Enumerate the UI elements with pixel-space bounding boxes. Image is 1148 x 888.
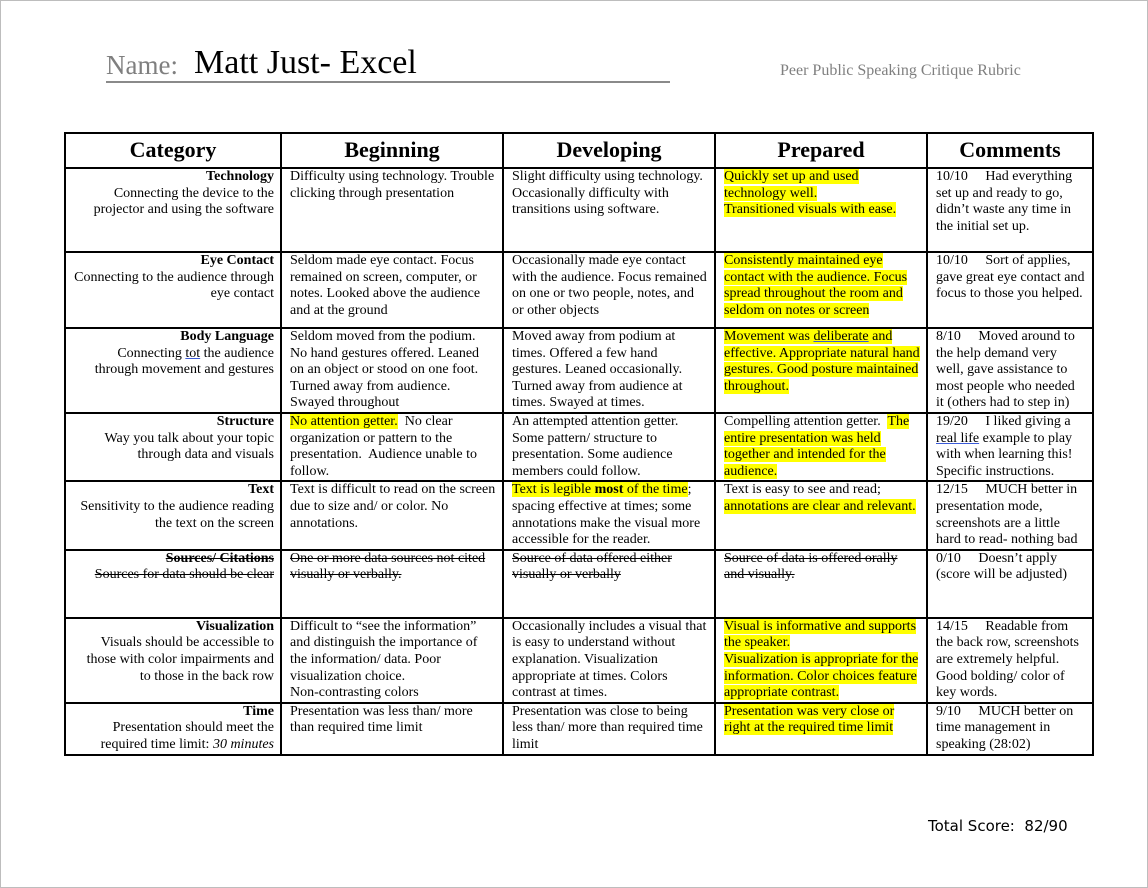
developing-text: Source of data offered either visually or verbally: [512, 550, 672, 583]
category-desc: Sensitivity to the audience reading the text on the screen: [80, 498, 274, 531]
prepared-highlight: The entire presentation was held together and intended for the audience.: [724, 413, 910, 479]
beginning-text: Non-contrasting colors: [290, 685, 419, 701]
developing-text: Occasionally includes a visual that is easy to understand without explanation. Visualization appropriate at times. Colors contrast at times.: [512, 618, 707, 701]
comments-cell: [927, 481, 1093, 549]
developing-text: Slight difficulty using technology.: [512, 169, 703, 184]
flagged-word: deliberate: [813, 329, 869, 344]
beginning-text: Swayed throughout: [290, 395, 400, 411]
comment-text: 0/10 Doesn’t apply (score will be adjusted): [936, 550, 1068, 583]
prepared-cell: [715, 168, 927, 252]
beginning-cell: [281, 413, 503, 481]
category-title: Visualization: [195, 618, 274, 634]
comments-cell: [927, 413, 1093, 481]
rubric-table: [64, 132, 1094, 756]
prepared-cell: [715, 328, 927, 413]
prepared-highlight: Movement was deliberate and effective. Appropriate natural hand gestures. Good posture maintained throughout.: [724, 329, 920, 394]
category-cell: [65, 703, 281, 755]
developing-cell: [503, 618, 715, 703]
prepared-highlight: annotations are clear and relevant.: [724, 498, 916, 514]
category-cell: [65, 550, 281, 618]
prepared-text: Source of data is offered orally and visually.: [724, 550, 898, 583]
beginning-text: Text is difficult to read on the screen due to size and/ or color. No annotations.: [290, 482, 496, 531]
category-title: Text: [248, 482, 274, 498]
category-cell: [65, 413, 281, 481]
developing-cell: [503, 252, 715, 328]
col-header-beginning: Beginning: [281, 133, 503, 168]
category-title: Sources/ Citations: [165, 550, 274, 566]
beginning-text: Difficult to “see the information” and distinguish the importance of the information/ data. Poor visualization choice.: [290, 618, 478, 684]
category-title: Technology: [206, 169, 274, 184]
row-eye-contact: [65, 252, 1093, 328]
comments-cell: [927, 550, 1093, 618]
prepared-highlight: Transitioned visuals with ease.: [724, 202, 897, 218]
row-text: [65, 481, 1093, 549]
category-title: Body Language: [180, 329, 274, 344]
row-structure: [65, 413, 1093, 481]
beginning-text: One or more data sources not cited visually or verbally.: [290, 550, 486, 583]
comments-cell: [927, 168, 1093, 252]
developing-cell: [503, 328, 715, 413]
comments-cell: [927, 328, 1093, 413]
category-title: Time: [243, 703, 274, 719]
col-header-prepared: Prepared: [715, 133, 927, 168]
developing-text: Presentation was close to being less than/ more than required time limit: [512, 703, 703, 752]
prepared-highlight: Consistently maintained eye contact with the audience. Focus spread throughout the room and seldom on notes or screen: [724, 253, 908, 318]
category-cell: [65, 481, 281, 549]
developing-cell: [503, 703, 715, 755]
developing-text: Moved away from podium at times. Offered a few hand gestures. Leaned occasionally. Turned away from audience at times. Swayed at times.: [512, 329, 683, 411]
developing-text: Occasionally difficulty with transitions using software.: [512, 185, 669, 218]
category-desc: Connecting tot the audience through movement and gestures: [94, 345, 274, 378]
comments-cell: [927, 252, 1093, 328]
comment-text: 12/15 MUCH better in presentation mode, screenshots are a little hard to read- nothing bad: [936, 482, 1081, 548]
prepared-cell: [715, 252, 927, 328]
developing-highlight: Text is legible most of the time: [512, 482, 688, 498]
comment-text: 8/10 Moved around to the help demand very well, gave assistance to most people who needed it (others had to step in): [936, 329, 1079, 411]
beginning-text: Turned away from audience.: [290, 378, 451, 394]
beginning-cell: [281, 481, 503, 549]
row-visualization: [65, 618, 1093, 703]
beginning-text: Difficulty using technology. Trouble clicking through presentation: [290, 169, 495, 201]
comments-cell: [927, 703, 1093, 755]
prepared-highlight: Visualization is appropriate for the information. Color choices feature appropriate contrast.: [724, 651, 919, 701]
comment-text: 10/10 Had everything set up and ready to go, didn’t waste any time in the initial set up.: [936, 169, 1076, 234]
comment-text: 14/15 Readable from the back row, screenshots are extremely helpful. Good bolding/ color of key words.: [936, 618, 1083, 701]
prepared-highlight: Visual is informative and supports the speaker.: [724, 618, 917, 651]
category-cell: [65, 252, 281, 328]
prepared-text: Text is easy to see and read;: [724, 482, 885, 498]
beginning-text: Presentation was less than/ more than required time limit: [290, 703, 473, 736]
name-label: Name:: [106, 50, 178, 80]
beginning-cell: [281, 328, 503, 413]
beginning-highlight: No attention getter.: [290, 413, 398, 429]
prepared-cell: [715, 481, 927, 549]
prepared-cell: [715, 413, 927, 481]
prepared-cell: [715, 550, 927, 618]
beginning-text: No clear organization or pattern to the presentation. Audience unable to follow.: [290, 413, 481, 479]
category-desc: Sources for data should be clear: [94, 567, 274, 583]
developing-cell: [503, 413, 715, 481]
row-body-language: [65, 328, 1093, 413]
misspelled-word: tot: [185, 345, 201, 361]
developing-text: An attempted attention getter. Some pattern/ structure to presentation. Some audience members could follow.: [512, 413, 679, 479]
student-name: Matt Just- Excel: [194, 44, 417, 81]
category-cell: [65, 618, 281, 703]
developing-cell: [503, 550, 715, 618]
prepared-text: Compelling attention getter.: [724, 413, 888, 429]
beginning-cell: [281, 168, 503, 252]
beginning-cell: [281, 618, 503, 703]
category-desc: Connecting to the audience through eye contact: [74, 269, 274, 302]
col-header-developing: Developing: [503, 133, 715, 168]
category-cell: [65, 168, 281, 252]
beginning-text: Seldom made eye contact. Focus remained on screen, computer, or notes. Looked above the audience and at the ground: [290, 253, 481, 318]
category-desc: Visuals should be accessible to those with color impairments and to those in the back row: [86, 635, 274, 684]
comment-text: 10/10 Sort of applies, gave great eye contact and focus to those you helped.: [936, 253, 1088, 302]
category-cell: [65, 328, 281, 413]
category-title: Eye Contact: [200, 253, 274, 268]
category-desc: Presentation should meet the required time limit: 30 minutes: [100, 720, 274, 752]
comments-cell: [927, 618, 1093, 703]
comment-text: 9/10 MUCH better on time management in speaking (28:02): [936, 703, 1077, 752]
developing-cell: [503, 481, 715, 549]
developing-text: Occasionally made eye contact with the audience. Focus remained on one or two people, notes, and or other objects: [512, 253, 707, 318]
prepared-cell: [715, 703, 927, 755]
rubric-title: Peer Public Speaking Critique Rubric: [780, 62, 1021, 79]
name-underline: [106, 81, 670, 83]
category-desc: Way you talk about your topic through data and visuals: [104, 430, 274, 463]
category-desc: Connecting the device to the projector and using the software: [93, 185, 274, 218]
developing-text: ; spacing effective at times; some annotations make the visual more accessible for the reader.: [512, 482, 701, 548]
row-time: [65, 703, 1093, 755]
col-header-comments: Comments: [927, 133, 1093, 168]
developing-cell: [503, 168, 715, 252]
prepared-highlight: Quickly set up and used technology well.: [724, 169, 859, 201]
total-score: Total Score: 82/90: [928, 817, 1068, 835]
col-header-category: Category: [65, 133, 281, 168]
comment-text: 19/20 I liked giving a real life example to play with when learning this! Specific instructions.: [936, 413, 1076, 479]
header-row: [65, 133, 1093, 168]
beginning-cell: [281, 252, 503, 328]
beginning-cell: [281, 550, 503, 618]
row-sources: [65, 550, 1093, 618]
flagged-word: real life: [936, 430, 980, 446]
category-title: Structure: [216, 413, 274, 429]
prepared-cell: [715, 618, 927, 703]
beginning-text: Seldom moved from the podium. No hand gestures offered. Leaned on an object or stood on one foot.: [290, 329, 480, 378]
row-technology: [65, 168, 1093, 252]
beginning-cell: [281, 703, 503, 755]
prepared-highlight: Presentation was very close or right at the required time limit: [724, 703, 895, 736]
